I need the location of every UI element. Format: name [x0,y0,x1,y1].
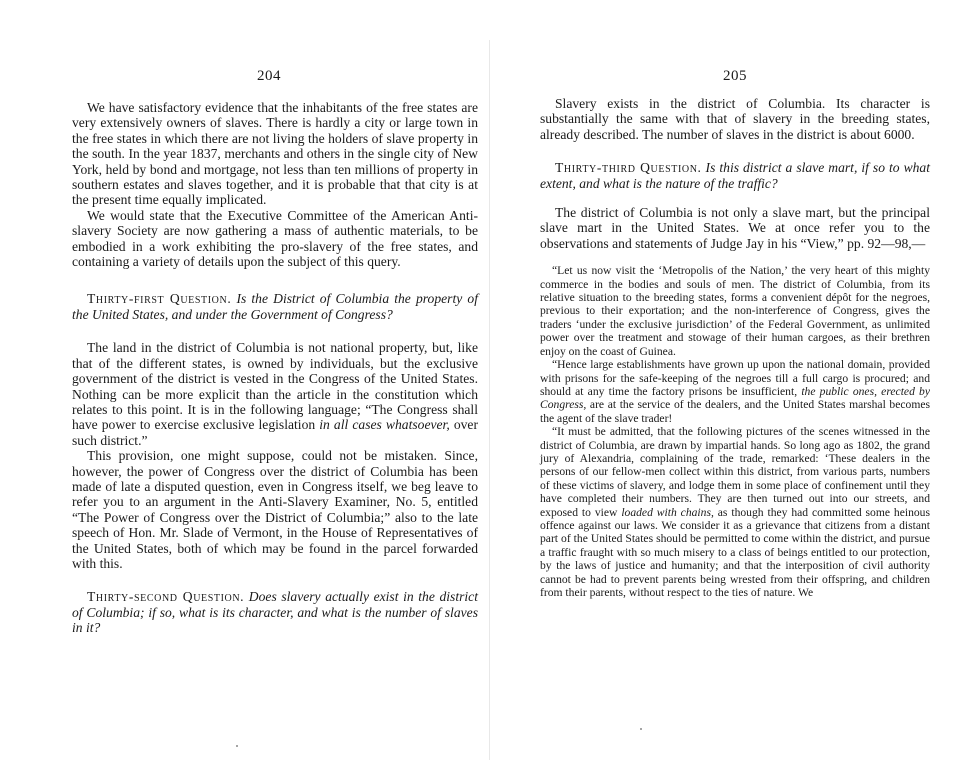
question-label: Thirty-second Question. [87,589,245,605]
block-quote [540,264,930,599]
question-text: Is the District of Columbia the property of the United States, and under the Government of Congress? [72,291,478,322]
question-text: Is this district a slave mart, if so to what extent, and what is the nature of the traffic? [540,160,931,191]
emphasis: the public ones, erected by Congress, [540,384,931,412]
question-33 [540,160,930,191]
emphasis: in all cases whatsoever, [319,417,450,433]
right-text-column [540,96,930,599]
paragraph: We have satisfactory evidence that the inhabitants of the free states are very extensively owners of slaves. There is hardly a city or large town in the free states in which there are not living the holders of slave property in the south. In the year 1837, merchants and others in the single city of New York, held by bond and mortgage, not less than ten millions of property in southern estates and slaves together, and it is probable that that city is at the present time equally implicated. [72,100,478,208]
page-number-left: 204 [257,68,281,84]
page-number-right: 205 [723,68,747,84]
left-text-column [72,100,478,636]
question-31 [72,291,478,322]
question-32 [72,589,478,635]
paragraph: The district of Columbia is not only a slave mart, but the principal slave mart in the United States. We at once refer you to the observations and statements of Judge Jay in his “View,” pp. 92—98,— [540,205,930,251]
right-page [490,0,980,782]
print-speck [640,728,642,730]
paragraph: We would state that the Executive Committee of the American Anti-slavery Society are now gathering a mass of authentic materials, to be embodied in a work exhibiting the pro-slavery of the free states, and containing a variety of details upon the subject of this query. [72,207,478,270]
question-label: Thirty-third Question. [555,160,702,176]
emphasis: loaded with chains, [621,505,714,519]
paragraph: Slavery exists in the district of Columbia. Its character is substantially the same with that of slavery in the breeding states, already described. The number of slaves in the district is about 6000. [540,96,930,142]
paragraph: The land in the district of Columbia is not national property, but, like that of the different states, is owned by individuals, but the exclusive government of the district is vested in the Congress of the United States. Nothing can be more explicit than the article in the constitution which relates to this point. It is in the following language; “The Congress shall have power to exercise exclusive legislation in all cases whatsoever, over such district.” [72,340,478,448]
paragraph: This provision, one might suppose, could not be mistaken. Since, however, the power of Congress over the district of Columbia has been made of late a disputed question, even in Congress itself, we beg leave to refer you to an argument in the Anti-Slavery Examiner, No. 5, entitled “The Power of Congress over the District of Columbia;” also to the late speech of Hon. Mr. Slade of Vermont, in the House of Representatives of the United States, both of which may be found in the parcel forwarded with this. [72,448,478,571]
print-speck [236,745,238,747]
quote-paragraph: “It must be admitted, that the following pictures of the scenes witnessed in the district of Columbia, are drawn by impartial hands. So long ago as 1802, the grand jury of Alexandria, complaining of the trade, remarked: ‘These dealers in the persons of our fellow-men collect within this district, from various parts, numbers of these victims of slavery, and lodge them in some place of confinement until they have completed their numbers. They are then turned out into our streets, and exposed to view loaded with chains, as though they had committed some heinous offence against our laws. We consider it as a grievance that citizens from a distant part of the United States should be permitted to come within the district, and pursue a traffic fraught with so much misery to a class of beings entitled to our protection, by the laws of justice and humanity; and that the interposition of civil authority cannot be had to prevent parents being wrested from their offspring, and children from their parents, without respect to the ties of nature. We [540,425,930,599]
quote-paragraph: “Let us now visit the ‘Metropolis of the Nation,’ the very heart of this mighty commerce in the bodies and souls of men. The district of Columbia, from its relative situation to the breeding states, forms a convenient dépôt for the negroes, previous to their exportation; and the non-interference of Congress, gives the traders ‘under the exclusive jurisdiction’ of the Federal Government, as unlimited power over the treatment and stowage of their human cargoes, as their brethren enjoy on the coast of Guinea. [540,264,930,358]
question-text: Does slavery actually exist in the district of Columbia; if so, what is its character, and what is the number of slaves in it? [72,589,478,636]
quote-paragraph: “Hence large establishments have grown up upon the national domain, provided with prisons for the safe-keeping of the negroes till a full cargo is procured; and should at any time the factory prisons be insufficient, the public ones, erected by Congress, are at the service of the dealers, and the United States marshal becomes the agent of the slave trader! [540,358,931,425]
question-label: Thirty-first Question. [87,291,232,307]
